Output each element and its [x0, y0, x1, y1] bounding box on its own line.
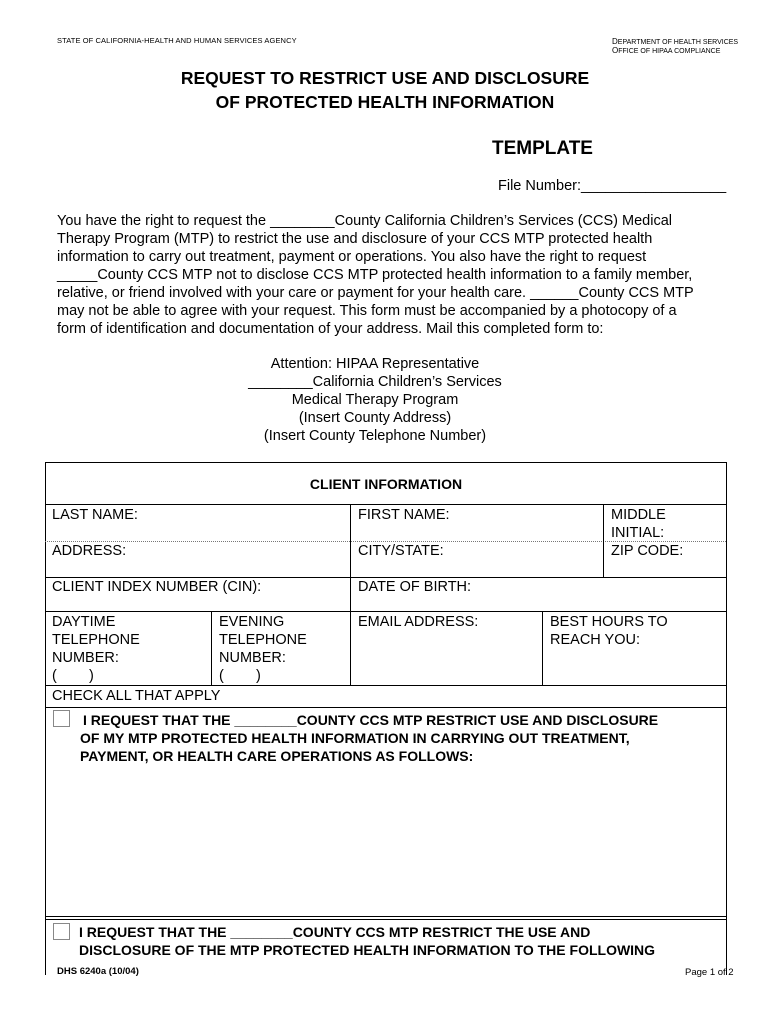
first-name-field[interactable]: FIRST NAME: — [358, 507, 450, 523]
department-header: DEPARTMENT OF HEALTH SERVICES — [612, 37, 739, 46]
request2-line: DISCLOSURE OF THE MTP PROTECTED HEALTH INFORMATION TO THE FOLLOWING — [79, 942, 656, 958]
request1-checkbox[interactable] — [53, 710, 70, 727]
cin-field[interactable]: CLIENT INDEX NUMBER (CIN): — [52, 579, 262, 595]
evening-phone-label: TELEPHONE — [219, 632, 307, 648]
area-code-parens: ( ) — [52, 668, 94, 684]
form-title-line2: OF PROTECTED HEALTH INFORMATION — [215, 92, 555, 112]
daytime-phone-field[interactable] — [52, 613, 140, 685]
file-number-field[interactable]: File Number:__________________ — [498, 178, 727, 194]
evening-phone-label: EVENING — [219, 614, 285, 630]
address-field[interactable]: ADDRESS: — [52, 543, 127, 559]
column-divider — [542, 611, 543, 685]
row-divider — [45, 611, 726, 612]
intro-line: may not be able to agree with your request. This form must be accompanied by a photocopy of a — [57, 303, 677, 319]
row-divider — [45, 504, 726, 505]
row-divider — [45, 916, 726, 917]
address-line: ________California Children’s Services — [248, 374, 502, 390]
form-title-line1: REQUEST TO RESTRICT USE AND DISCLOSURE — [180, 68, 590, 88]
column-divider — [211, 611, 212, 685]
intro-line: You have the right to request the ________County California Children’s Services (CCS) Medical — [57, 213, 672, 229]
address-line: (Insert County Address) — [298, 410, 452, 426]
date-of-birth-field[interactable]: DATE OF BIRTH: — [358, 579, 472, 595]
row-divider — [45, 919, 726, 920]
request1-line: OF MY MTP PROTECTED HEALTH INFORMATION IN CARRYING OUT TREATMENT, — [80, 730, 630, 746]
request1-text — [80, 711, 658, 765]
request1-line: I REQUEST THAT THE ________COUNTY CCS MTP RESTRICT USE AND DISCLOSURE — [83, 712, 659, 728]
request1-line: PAYMENT, OR HEALTH CARE OPERATIONS AS FOLLOWS: — [80, 748, 474, 764]
best-hours-label: REACH YOU: — [550, 632, 640, 648]
intro-line: relative, or friend involved with your care or payment for your health care. ______County CCS MTP — [57, 285, 694, 301]
intro-paragraph — [57, 212, 694, 338]
intro-line: Therapy Program (MTP) to restrict the use and disclosure of your CCS MTP protected health — [57, 231, 653, 247]
area-code-parens: ( ) — [219, 668, 261, 684]
request2-text — [79, 923, 655, 959]
row-divider — [45, 707, 726, 708]
zip-code-field[interactable]: ZIP CODE: — [611, 543, 684, 559]
best-hours-label: BEST HOURS TO — [550, 614, 668, 630]
address-line: (Insert County Telephone Number) — [263, 428, 487, 444]
daytime-phone-label: NUMBER: — [52, 650, 119, 666]
last-name-field[interactable]: LAST NAME: — [52, 507, 138, 523]
intro-line: form of identification and documentation of your address. Mail this completed form to: — [57, 321, 604, 337]
column-divider — [603, 504, 604, 577]
office-header: OFFICE OF HIPAA COMPLIANCE — [612, 46, 721, 55]
middle-initial-label: MIDDLE — [611, 507, 666, 523]
middle-initial-label: INITIAL: — [611, 525, 665, 541]
check-all-label: CHECK ALL THAT APPLY — [52, 688, 221, 704]
client-info-heading: CLIENT INFORMATION — [309, 476, 463, 492]
page-number: Page 1 of 2 — [685, 967, 734, 978]
address-line: Medical Therapy Program — [291, 392, 459, 408]
request2-checkbox[interactable] — [53, 923, 70, 940]
agency-header: STATE OF CALIFORNIA-HEALTH AND HUMAN SERVICES AGENCY — [57, 36, 297, 45]
best-hours-field[interactable] — [550, 613, 668, 649]
city-state-field[interactable]: CITY/STATE: — [358, 543, 444, 559]
template-label: TEMPLATE — [492, 138, 593, 159]
evening-phone-label: NUMBER: — [219, 650, 286, 666]
daytime-phone-label: DAYTIME — [52, 614, 116, 630]
column-divider — [350, 504, 351, 685]
middle-initial-field[interactable] — [611, 506, 666, 542]
mailing-address — [0, 355, 770, 445]
email-address-field[interactable]: EMAIL ADDRESS: — [358, 614, 479, 630]
intro-line: _____County CCS MTP not to disclose CCS MTP protected health information to a family member, — [57, 267, 693, 283]
address-line: Attention: HIPAA Representative — [270, 356, 480, 372]
row-divider — [45, 685, 726, 686]
intro-line: information to carry out treatment, payment or operations. You also have the right to request — [57, 249, 647, 265]
evening-phone-field[interactable] — [219, 613, 307, 685]
request2-line: I REQUEST THAT THE ________COUNTY CCS MTP RESTRICT THE USE AND — [79, 924, 591, 940]
form-number: DHS 6240a (10/04) — [57, 966, 139, 977]
daytime-phone-label: TELEPHONE — [52, 632, 140, 648]
